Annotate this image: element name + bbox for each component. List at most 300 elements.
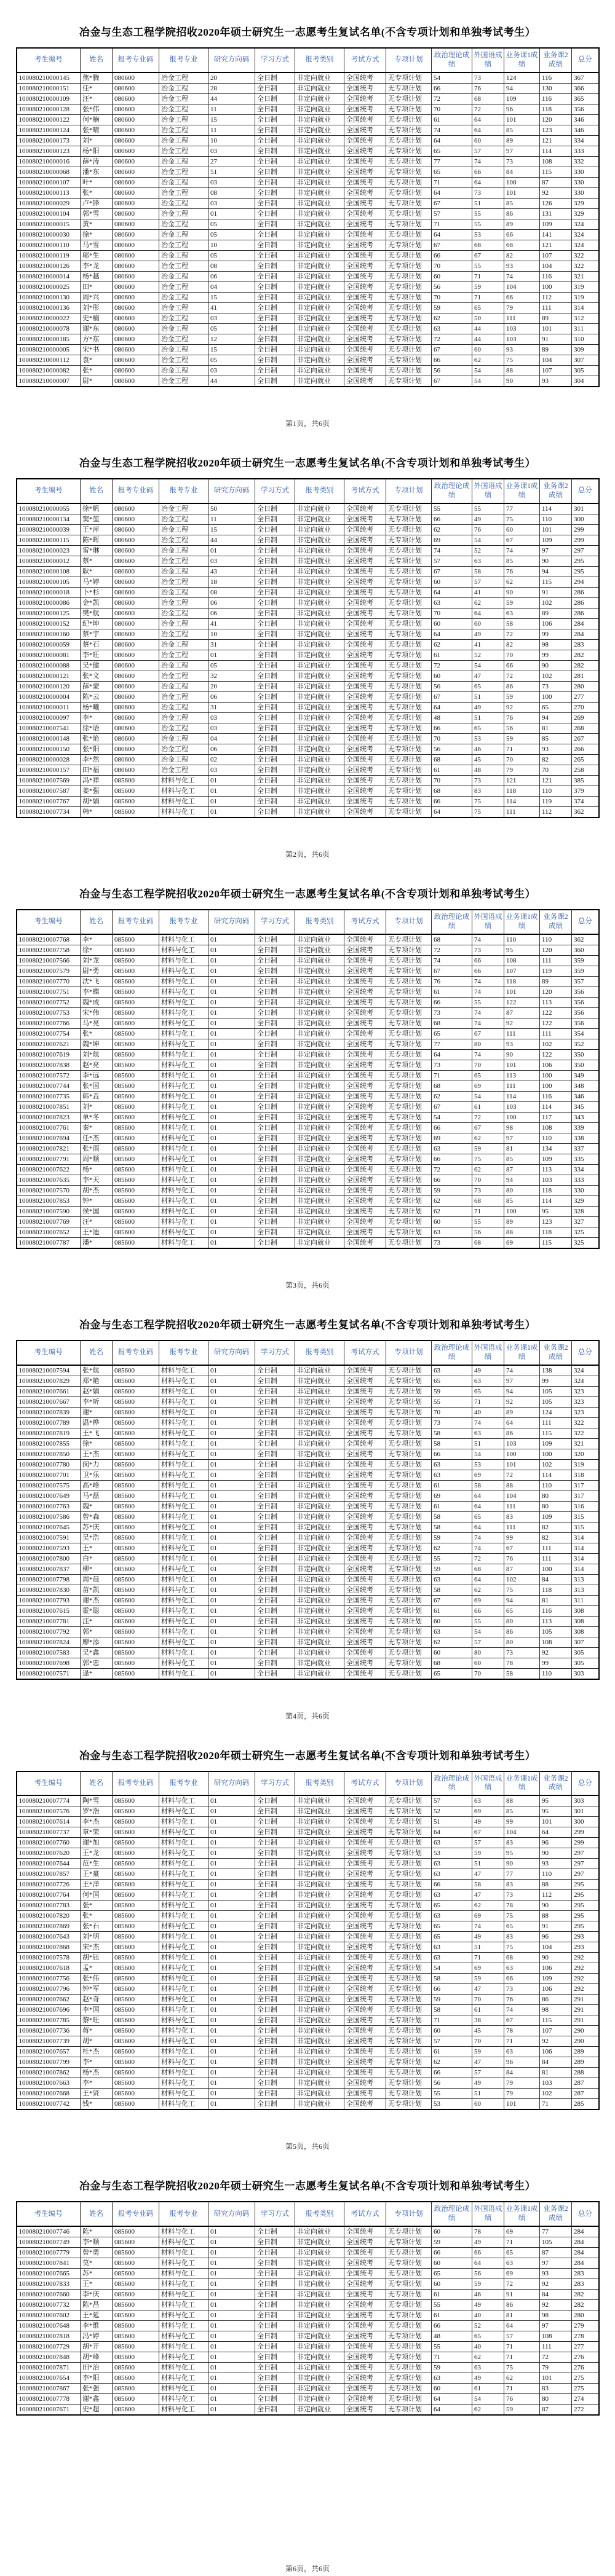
table-cell: 080600 xyxy=(113,83,159,93)
table-cell: 100080210007661 xyxy=(17,1386,81,1396)
table-cell: 非定向就业 xyxy=(295,618,344,629)
table-cell: 114 xyxy=(504,796,540,806)
table-cell: 324 xyxy=(572,229,599,240)
table-cell: 58 xyxy=(432,1974,472,1984)
table-row xyxy=(17,1869,599,1880)
table-cell: 40 xyxy=(472,1407,504,1417)
table-cell: 080600 xyxy=(113,503,159,514)
table-cell: 89 xyxy=(540,344,572,355)
table-cell: 全国统考 xyxy=(344,2373,386,2384)
table-cell: 46 xyxy=(472,2290,504,2300)
table-cell: 64 xyxy=(432,1049,472,1060)
table-cell: 100080210000086 xyxy=(17,597,81,608)
table-cell: 全日制 xyxy=(255,1585,295,1595)
table-cell: 106 xyxy=(540,2047,572,2057)
table-cell: 080600 xyxy=(113,545,159,556)
table-cell: 潘* xyxy=(81,1237,113,1248)
table-cell: 58 xyxy=(432,1428,472,1438)
table-cell: 全国统考 xyxy=(344,1480,386,1491)
table-cell: 65 xyxy=(432,1376,472,1386)
table-cell: 110 xyxy=(540,1480,572,1491)
table-cell: 材料与化工 xyxy=(159,1143,208,1154)
table-cell: 61 xyxy=(432,2290,472,2300)
column-header: 外国语成绩 xyxy=(472,48,504,73)
table-cell: 316 xyxy=(572,1501,599,1511)
table-cell: 材料与化工 xyxy=(159,2331,208,2342)
table-cell: 非定向就业 xyxy=(295,271,344,282)
table-cell: 01 xyxy=(208,650,255,660)
table-cell: 材料与化工 xyxy=(159,1605,208,1616)
table-cell: 冶金工程 xyxy=(159,261,208,271)
table-cell: 非定向就业 xyxy=(295,355,344,365)
table-row xyxy=(17,660,599,671)
table-cell: 64 xyxy=(472,125,504,135)
table-cell: 295 xyxy=(572,566,599,577)
table-cell: 100080210007758 xyxy=(17,945,81,955)
table-cell: 无专项计划 xyxy=(386,1616,432,1626)
table-cell: 01 xyxy=(208,1553,255,1564)
table-cell: 385 xyxy=(572,775,599,786)
table-cell: 080600 xyxy=(113,229,159,240)
table-cell: 苏*庆 xyxy=(81,1522,113,1532)
table-cell: 74 xyxy=(504,1365,540,1376)
table-cell: 66 xyxy=(432,2321,472,2331)
table-cell: 01 xyxy=(208,1133,255,1143)
table-cell: 74 xyxy=(432,955,472,966)
table-cell: 085600 xyxy=(113,1921,159,1932)
table-cell: 非定向就业 xyxy=(295,1365,344,1376)
table-cell: 080600 xyxy=(113,660,159,671)
table-cell: 51 xyxy=(472,691,504,702)
table-cell: 无专项计划 xyxy=(386,167,432,177)
table-cell: 100080210000039 xyxy=(17,524,81,535)
table-cell: 311 xyxy=(572,1595,599,1605)
table-cell: 104 xyxy=(540,261,572,271)
table-cell: 76 xyxy=(504,566,540,577)
table-cell: 100080210007838 xyxy=(17,1060,81,1070)
table-cell: 325 xyxy=(572,1227,599,1237)
table-cell: 65 xyxy=(472,1511,504,1522)
table-cell: 01 xyxy=(208,2237,255,2248)
table-cell: 尉* xyxy=(81,376,113,387)
table-cell: 085600 xyxy=(113,1407,159,1417)
table-cell: 冶金工程 xyxy=(159,608,208,618)
page-4 xyxy=(0,1293,615,1723)
table-cell: 100080210007761 xyxy=(17,1122,81,1133)
table-cell: 74 xyxy=(472,1921,504,1932)
table-cell: 全国统考 xyxy=(344,2248,386,2258)
table-cell: 131 xyxy=(540,208,572,219)
table-cell: 085600 xyxy=(113,2331,159,2342)
table-cell: 材料与化工 xyxy=(159,806,208,817)
table-cell: 无专项计划 xyxy=(386,187,432,198)
table-cell: 75 xyxy=(504,514,540,524)
table-cell: 085600 xyxy=(113,1806,159,1817)
table-cell: 100080210007593 xyxy=(17,1543,81,1553)
table-cell: 78 xyxy=(472,2226,504,2237)
table-cell: 74 xyxy=(432,545,472,556)
table-cell: 60 xyxy=(432,2026,472,2036)
table-cell: 01 xyxy=(208,2279,255,2290)
table-cell: 01 xyxy=(208,2047,255,2057)
table-row xyxy=(17,765,599,775)
table-row xyxy=(17,556,599,566)
table-cell: 全日制 xyxy=(255,2078,295,2089)
column-header: 业务课2成绩 xyxy=(540,48,572,73)
table-cell: 66 xyxy=(432,1122,472,1133)
table-cell: 金*凯 xyxy=(81,597,113,608)
table-cell: 66 xyxy=(432,1449,472,1459)
table-cell: 93 xyxy=(504,261,540,271)
table-cell: 92 xyxy=(540,2036,572,2047)
table-cell: 全国统考 xyxy=(344,535,386,545)
table-cell: 085600 xyxy=(113,1449,159,1459)
table-cell: 非定向就业 xyxy=(295,1848,344,1859)
table-cell: 44 xyxy=(208,376,255,387)
table-cell: 冶金工程 xyxy=(159,177,208,187)
table-cell: 非定向就业 xyxy=(295,1890,344,1900)
table-cell: 27 xyxy=(208,156,255,167)
candidate-table-page-4 xyxy=(16,1340,600,1680)
table-cell: 无专项计划 xyxy=(386,1995,432,2005)
column-header: 总分 xyxy=(572,479,599,503)
table-cell: 73 xyxy=(472,73,504,84)
table-cell: 材料与化工 xyxy=(159,997,208,1007)
table-cell: 非定向就业 xyxy=(295,955,344,966)
table-cell: 55 xyxy=(432,1553,472,1564)
column-header: 考生编号 xyxy=(17,1771,81,1796)
table-cell: 全日制 xyxy=(255,2099,295,2110)
table-cell: 蔡*宇 xyxy=(81,629,113,639)
table-cell: 01 xyxy=(208,208,255,219)
table-cell: 非定向就业 xyxy=(295,2331,344,2342)
table-cell: 全日制 xyxy=(255,73,295,84)
table-cell: 121 xyxy=(540,775,572,786)
table-cell: 全国统考 xyxy=(344,2047,386,2057)
table-row xyxy=(17,1154,599,1164)
table-cell: 材料与化工 xyxy=(159,1133,208,1143)
table-cell: 268 xyxy=(572,723,599,733)
table-cell: 111 xyxy=(540,2342,572,2352)
table-cell: 非定向就业 xyxy=(295,1501,344,1511)
table-cell: 69 xyxy=(432,1491,472,1501)
table-cell: 96 xyxy=(504,2057,540,2068)
table-cell: 全国统考 xyxy=(344,1175,386,1185)
table-cell: 材料与化工 xyxy=(159,1995,208,2005)
table-cell: 77 xyxy=(432,1039,472,1049)
table-cell: 蒋* xyxy=(81,2026,113,2036)
table-cell: 潘*东 xyxy=(81,167,113,177)
table-cell: 101 xyxy=(540,2373,572,2384)
table-cell: 123 xyxy=(540,125,572,135)
table-cell: 339 xyxy=(572,1122,599,1133)
table-cell: 085600 xyxy=(113,1470,159,1480)
table-cell: 03 xyxy=(208,198,255,208)
table-cell: 无专项计划 xyxy=(386,1195,432,1206)
table-cell: 108 xyxy=(504,955,540,966)
table-cell: 全日制 xyxy=(255,177,295,187)
table-cell: 无专项计划 xyxy=(386,177,432,187)
table-cell: 100080210007734 xyxy=(17,806,81,817)
table-cell: 全日制 xyxy=(255,2342,295,2352)
table-row xyxy=(17,1543,599,1553)
table-cell: 101 xyxy=(504,187,540,198)
table-cell: 121 xyxy=(540,240,572,250)
table-row xyxy=(17,2248,599,2258)
table-cell: 85 xyxy=(504,198,540,208)
column-header: 政治理论成绩 xyxy=(432,48,472,73)
table-cell: 49 xyxy=(472,2373,504,2384)
table-cell: 64 xyxy=(432,702,472,712)
table-cell: 全日制 xyxy=(255,2057,295,2068)
table-cell: 01 xyxy=(208,934,255,945)
table-cell: 66 xyxy=(432,723,472,733)
table-cell: 赵*奇 xyxy=(81,1995,113,2005)
table-cell: 100080210000078 xyxy=(17,323,81,334)
table-cell: 101 xyxy=(504,2099,540,2110)
table-cell: 全日制 xyxy=(255,2373,295,2384)
table-cell: 299 xyxy=(572,535,599,545)
table-cell: 118 xyxy=(540,1185,572,1195)
column-header: 报考类别 xyxy=(295,479,344,503)
table-row xyxy=(17,146,599,156)
table-cell: 张* xyxy=(81,187,113,198)
table-cell: 全日制 xyxy=(255,156,295,167)
table-cell: 66 xyxy=(472,2248,504,2258)
table-cell: 274 xyxy=(572,2394,599,2405)
table-cell: 全日制 xyxy=(255,556,295,566)
table-cell: 54 xyxy=(472,1091,504,1101)
table-cell: 45 xyxy=(472,754,504,765)
table-cell: 无专项计划 xyxy=(386,786,432,796)
table-cell: 全日制 xyxy=(255,146,295,156)
column-header: 总分 xyxy=(572,48,599,73)
table-cell: 109 xyxy=(540,1438,572,1449)
table-cell: 全日制 xyxy=(255,566,295,577)
table-cell: 材料与化工 xyxy=(159,1206,208,1216)
table-cell: 全国统考 xyxy=(344,545,386,556)
column-header: 研究方向码 xyxy=(208,479,255,503)
table-cell: 全国统考 xyxy=(344,618,386,629)
column-header: 业务课2成绩 xyxy=(540,910,572,934)
table-cell: 材料与化工 xyxy=(159,1154,208,1164)
table-cell: 100080210007622 xyxy=(17,1164,81,1175)
column-header: 考试方式 xyxy=(344,910,386,934)
table-cell: 全日制 xyxy=(255,1227,295,1237)
table-cell: 01 xyxy=(208,1216,255,1227)
column-header: 报考专业码 xyxy=(113,910,159,934)
table-cell: 材料与化工 xyxy=(159,2226,208,2237)
table-cell: 100080210007853 xyxy=(17,1195,81,1206)
table-row xyxy=(17,1480,599,1491)
table-cell: 冶金工程 xyxy=(159,344,208,355)
table-cell: 材料与化工 xyxy=(159,1449,208,1459)
table-cell: 313 xyxy=(572,1585,599,1595)
table-cell: 非定向就业 xyxy=(295,2352,344,2363)
table-cell: 99 xyxy=(540,629,572,639)
table-cell: 逯* xyxy=(81,1668,113,1679)
table-row xyxy=(17,618,599,629)
table-cell: 100080210000148 xyxy=(17,733,81,744)
table-cell: 100080210007818 xyxy=(17,2331,81,2342)
table-cell: 非定向就业 xyxy=(295,334,344,344)
table-cell: 67 xyxy=(472,1028,504,1039)
table-cell: 100080210007590 xyxy=(17,1206,81,1216)
table-cell: 085600 xyxy=(113,1227,159,1237)
table-cell: 59 xyxy=(432,1532,472,1543)
column-header: 报考类别 xyxy=(295,1771,344,1796)
table-cell: 非定向就业 xyxy=(295,2036,344,2047)
table-cell: 71 xyxy=(504,2036,540,2047)
table-cell: 01 xyxy=(208,1237,255,1248)
table-cell: 59 xyxy=(472,2279,504,2290)
table-cell: 全日制 xyxy=(255,1143,295,1154)
table-cell: 李*蝶 xyxy=(81,987,113,997)
table-cell: 100080210007541 xyxy=(17,723,81,733)
table-cell: 06 xyxy=(208,271,255,282)
table-cell: 085600 xyxy=(113,1626,159,1637)
table-cell: 141 xyxy=(540,229,572,240)
table-cell: 材料与化工 xyxy=(159,966,208,976)
table-cell: 郭* xyxy=(81,1626,113,1637)
table-cell: 非定向就业 xyxy=(295,608,344,618)
table-cell: 100080210007820 xyxy=(17,1911,81,1921)
table-cell: 288 xyxy=(572,2068,599,2078)
table-cell: 085600 xyxy=(113,976,159,987)
table-cell: 085600 xyxy=(113,1574,159,1585)
table-cell: 全日制 xyxy=(255,639,295,650)
table-cell: 329 xyxy=(572,198,599,208)
table-cell: 60 xyxy=(432,2226,472,2237)
table-cell: 01 xyxy=(208,1900,255,1911)
table-cell: 全国统考 xyxy=(344,2331,386,2342)
table-cell: 085600 xyxy=(113,1817,159,1827)
table-cell: 刘*航 xyxy=(81,1049,113,1060)
table-cell: 62 xyxy=(504,577,540,587)
table-cell: 365 xyxy=(572,93,599,104)
column-header: 报考类别 xyxy=(295,1341,344,1365)
table-row xyxy=(17,177,599,187)
table-cell: 080600 xyxy=(113,146,159,156)
table-cell: 94 xyxy=(504,83,540,93)
table-cell: 97 xyxy=(540,2321,572,2331)
table-cell: 323 xyxy=(572,1386,599,1396)
table-cell: 非定向就业 xyxy=(295,1616,344,1626)
table-cell: 79 xyxy=(504,302,540,313)
table-cell: 无专项计划 xyxy=(386,2310,432,2321)
table-cell: 62 xyxy=(432,524,472,535)
table-cell: 全国统考 xyxy=(344,2089,386,2099)
column-header: 政治理论成绩 xyxy=(432,2202,472,2226)
table-cell: 69 xyxy=(472,1963,504,1974)
table-cell: 100080210007649 xyxy=(17,1491,81,1501)
table-cell: 60 xyxy=(432,2258,472,2269)
table-cell: 01 xyxy=(208,1921,255,1932)
table-cell: 全日制 xyxy=(255,1470,295,1480)
table-cell: 全国统考 xyxy=(344,167,386,177)
table-cell: 299 xyxy=(572,1827,599,1838)
table-cell: 闵*力 xyxy=(81,1459,113,1470)
table-cell: 346 xyxy=(572,1091,599,1101)
table-cell: 01 xyxy=(208,1407,255,1417)
table-cell: 材料与化工 xyxy=(159,1417,208,1428)
table-cell: 085600 xyxy=(113,1417,159,1428)
table-cell: 无专项计划 xyxy=(386,2290,432,2300)
table-cell: 非定向就业 xyxy=(295,1195,344,1206)
table-row xyxy=(17,1848,599,1859)
table-cell: 01 xyxy=(208,976,255,987)
table-cell: 材料与化工 xyxy=(159,1185,208,1195)
table-cell: 无专项计划 xyxy=(386,1984,432,1995)
table-cell: 65 xyxy=(472,302,504,313)
table-cell: 73 xyxy=(504,156,540,167)
table-cell: 郑*艳 xyxy=(81,1376,113,1386)
table-cell: 108 xyxy=(504,177,540,187)
table-cell: 085600 xyxy=(113,1848,159,1859)
table-cell: 材料与化工 xyxy=(159,2026,208,2036)
table-cell: 111 xyxy=(504,1501,540,1511)
table-cell: 47 xyxy=(472,1869,504,1880)
table-cell: 全国统考 xyxy=(344,73,386,84)
table-cell: 115 xyxy=(540,167,572,177)
table-cell: 非定向就业 xyxy=(295,156,344,167)
table-cell: 全日制 xyxy=(255,1365,295,1376)
table-cell: 非定向就业 xyxy=(295,1605,344,1616)
table-cell: 100080210007635 xyxy=(17,1175,81,1185)
table-cell: 90 xyxy=(504,587,540,597)
table-cell: 无专项计划 xyxy=(386,1553,432,1564)
table-cell: 全日制 xyxy=(255,1658,295,1668)
table-cell: 88 xyxy=(504,365,540,376)
table-cell: 100080210007732 xyxy=(17,2300,81,2310)
table-row xyxy=(17,1911,599,1921)
table-row xyxy=(17,1449,599,1459)
table-cell: 非定向就业 xyxy=(295,597,344,608)
table-cell: 269 xyxy=(572,712,599,723)
table-cell: 全国统考 xyxy=(344,2258,386,2269)
table-cell: 085600 xyxy=(113,1953,159,1963)
table-cell: 100 xyxy=(540,1070,572,1081)
table-cell: 100080210007763 xyxy=(17,1501,81,1511)
table-cell: 323 xyxy=(572,1396,599,1407)
table-cell: 309 xyxy=(572,344,599,355)
table-cell: 全国统考 xyxy=(344,2394,386,2405)
table-cell: 100080210007800 xyxy=(17,1553,81,1564)
table-cell: 93 xyxy=(540,2269,572,2279)
table-cell: 冶金工程 xyxy=(159,135,208,146)
table-cell: 材料与化工 xyxy=(159,2099,208,2110)
table-cell: 40 xyxy=(472,2310,504,2321)
table-cell: 282 xyxy=(572,2290,599,2300)
table-cell: 85 xyxy=(540,733,572,744)
page-title: 冶金与生态工程学院招收2020年硕士研究生一志愿考生复试名单(不含专项计划和单独考试考生） xyxy=(79,457,536,469)
table-cell: 01 xyxy=(208,1428,255,1438)
table-cell: 材料与化工 xyxy=(159,1491,208,1501)
table-cell: 材料与化工 xyxy=(159,1795,208,1806)
table-cell: 48 xyxy=(432,2331,472,2342)
table-cell: 全日制 xyxy=(255,629,295,639)
table-cell: 55 xyxy=(472,503,504,514)
table-cell: 张* xyxy=(81,365,113,376)
table-cell: 全日制 xyxy=(255,2005,295,2015)
table-cell: 无专项计划 xyxy=(386,1049,432,1060)
table-cell: 115 xyxy=(540,2015,572,2026)
table-cell: 全日制 xyxy=(255,1522,295,1532)
table-row xyxy=(17,733,599,744)
table-cell: 全日制 xyxy=(255,754,295,765)
table-cell: 085600 xyxy=(113,1637,159,1647)
table-cell: 材料与化工 xyxy=(159,976,208,987)
